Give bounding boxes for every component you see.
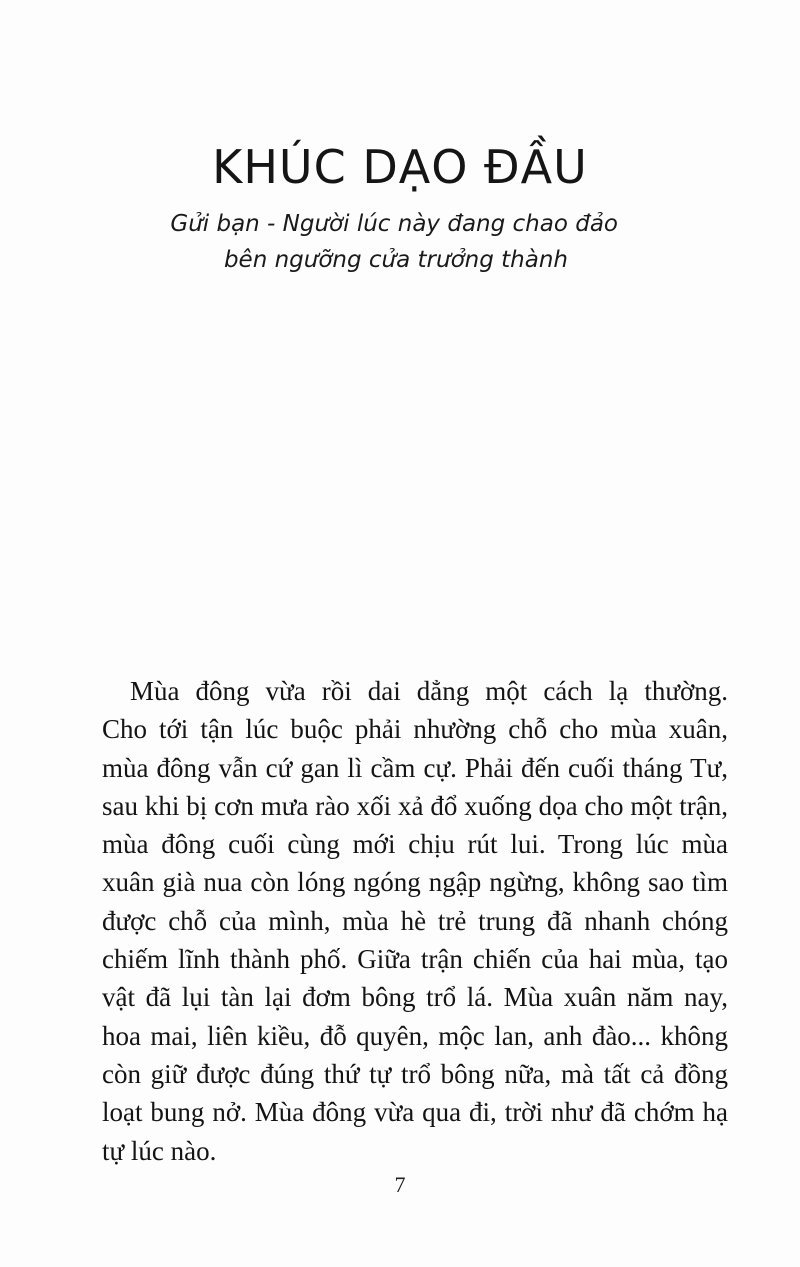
paragraph-line: mùa đông vẫn cứ gan lì cầm cự. Phải đến cuối tháng Tư, — [102, 752, 728, 783]
chapter-title: KHÚC DẠO ĐẦU — [212, 140, 588, 194]
paragraph-line: sau khi bị cơn mưa rào xối xả đổ xuống dọa cho một trận, — [102, 790, 728, 821]
page-number: 7 — [394, 1172, 406, 1197]
paragraph-line: mùa đông cuối cùng mới chịu rút lui. Trong lúc mùa — [102, 829, 728, 860]
paragraph-line: xuân già nua còn lóng ngóng ngập ngừng, không sao tìm — [102, 867, 728, 898]
paragraph-line: còn giữ được đúng thứ tự trổ bông nữa, mà tất cả đồng — [102, 1058, 728, 1089]
paragraph-line: được chỗ của mình, mùa hè trẻ trung đã nhanh chóng — [102, 905, 728, 936]
paragraph-line: vật đã lụi tàn lại đơm bông trổ lá. Mùa xuân năm nay, — [102, 982, 728, 1013]
paragraph-line: Cho tới tận lúc buộc phải nhường chỗ cho mùa xuân, — [102, 714, 728, 745]
paragraph-line: loạt bung nở. Mùa đông vừa qua đi, trời như đã chớm hạ — [102, 1097, 728, 1128]
paragraph-line: chiếm lĩnh thành phố. Giữa trận chiến của hai mùa, tạo — [102, 944, 728, 975]
paragraph-line: hoa mai, liên kiều, đỗ quyên, mộc lan, anh đào... không — [102, 1020, 728, 1051]
dedication-line-1: Gửi bạn - Người lúc này đang chao đảo — [170, 211, 618, 237]
paragraph-line: Mùa đông vừa rồi dai dẳng một cách lạ thường. — [130, 676, 728, 706]
paragraph-line: tự lúc nào. — [102, 1135, 217, 1166]
body-paragraph — [102, 672, 728, 1170]
dedication — [158, 206, 618, 278]
dedication-line-2: bên ngưỡng cửa trưởng thành — [223, 247, 568, 273]
